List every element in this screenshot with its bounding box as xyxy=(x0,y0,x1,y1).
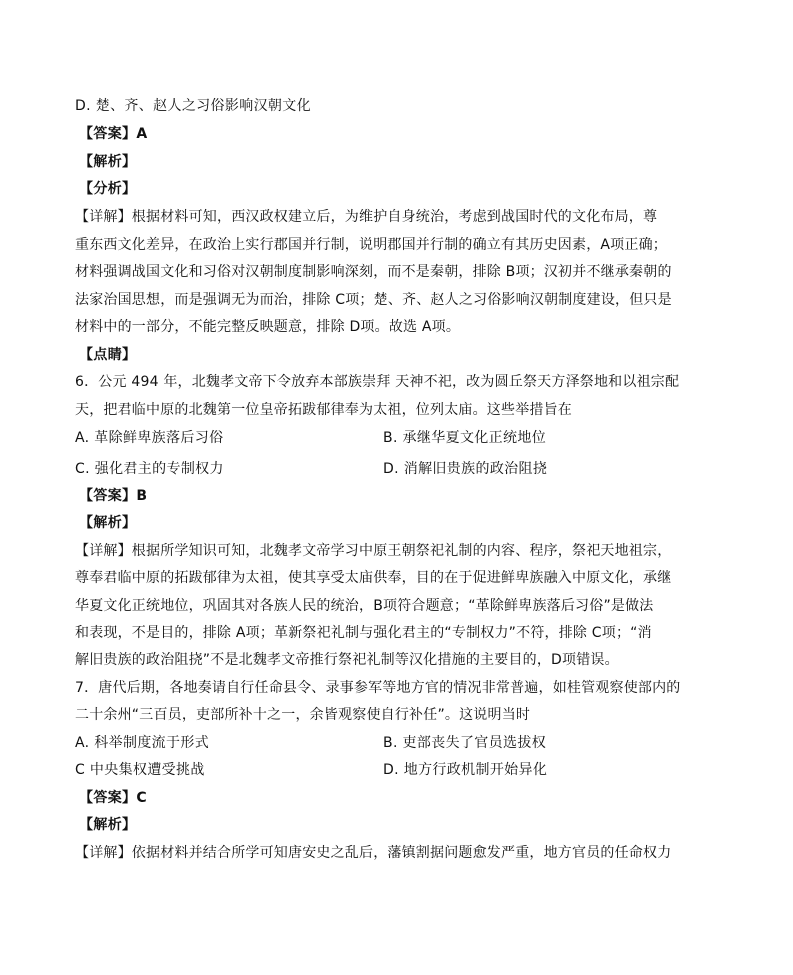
q7-option-b: B. 吏部丧失了官员选拔权 xyxy=(383,735,547,751)
q7-answer: 【答案】C xyxy=(79,790,148,806)
q6-detail-line: 和表现，不是目的，排除 A项；革新祭祀礼制与强化君主的“专制权力”不符，排除 C项；“消 xyxy=(75,625,652,641)
q6-option-b: B. 承继华夏文化正统地位 xyxy=(383,430,547,446)
q6-analysis-heading: 【解析】 xyxy=(79,515,137,531)
q6-answer: 【答案】B xyxy=(79,488,148,504)
q7-option-c: C 中央集权遭受挑战 xyxy=(75,762,205,778)
q7-option-a: A. 科举制度流于形式 xyxy=(75,735,210,751)
q7-detail-line: 【详解】依据材料并结合所学可知唐安史之乱后，藩镇割据问题愈发严重，地方官员的任命权力 xyxy=(75,845,672,861)
prev-detail-line: 法家治国思想，而是强调无为而治，排除 C项；楚、齐、赵人之习俗影响汉朝制度建设，但只是 xyxy=(75,292,672,308)
q7-option-d: D. 地方行政机制开始异化 xyxy=(383,762,548,778)
prev-dianjing-heading: 【点睛】 xyxy=(79,347,137,363)
prev-answer: 【答案】A xyxy=(79,126,148,142)
q6-option-a: A. 革除鲜卑族落后习俗 xyxy=(75,430,224,446)
q6-detail-line: 【详解】根据所学知识可知，北魏孝文帝学习中原王朝祭祀礼制的内容、程序，祭祀天地祖宗， xyxy=(75,543,672,559)
q6-option-d: D. 消解旧贵族的政治阻挠 xyxy=(383,461,548,477)
prev-detail-line: 材料中的一部分，不能完整反映题意，排除 D项。故选 A项。 xyxy=(75,319,461,335)
prev-option-d: D. 楚、齐、赵人之习俗影响汉朝文化 xyxy=(75,98,311,114)
prev-detail-line: 【详解】根据材料可知，西汉政权建立后，为维护自身统治，考虑到战国时代的文化布局，尊 xyxy=(75,209,658,225)
q7-stem-line: 二十余州“三百员，吏部所补十之一，余皆观察使自行补任”。这说明当时 xyxy=(75,707,531,723)
q6-stem-line: 6．公元 494 年，北魏孝文帝下令放弃本部族崇拜 天神不祀，改为圆丘祭天方泽祭地和以祖宗配 xyxy=(75,374,680,390)
q6-detail-line: 尊奉君临中原的拓跋郁律为太祖，使其享受太庙供奉，目的在于促进鲜卑族融入中原文化，承继 xyxy=(75,570,672,586)
q6-detail-line: 华夏文化正统地位，巩固其对各族人民的统治，B项符合题意；“革除鲜卑族落后习俗”是做法 xyxy=(75,598,654,614)
q7-stem-line: 7．唐代后期，各地奏请自行任命县令、录事参军等地方官的情况非常普遍，如桂管观察使部内的 xyxy=(75,680,681,696)
prev-detail-line: 材料强调战国文化和习俗对汉朝制度制影响深刻，而不是秦朝，排除 B项；汉初并不继承秦朝的 xyxy=(75,264,672,280)
q6-option-c: C. 强化君主的专制权力 xyxy=(75,461,224,477)
prev-analysis-heading: 【解析】 xyxy=(79,154,137,170)
prev-detail-line: 重东西文化差异，在政治上实行郡国并行制，说明郡国并行制的确立有其历史因素，A项正确； xyxy=(75,237,667,253)
q6-stem-line: 天，把君临中原的北魏第一位皇帝拓跋郁律奉为太祖，位列太庙。这些举措旨在 xyxy=(75,402,572,418)
q6-detail-line: 解旧贵族的政治阻挠”不是北魏孝文帝推行祭祀礼制等汉化措施的主要目的，D项错误。 xyxy=(75,652,619,668)
prev-fenxi-heading: 【分析】 xyxy=(79,181,137,197)
q7-analysis-heading: 【解析】 xyxy=(79,817,137,833)
